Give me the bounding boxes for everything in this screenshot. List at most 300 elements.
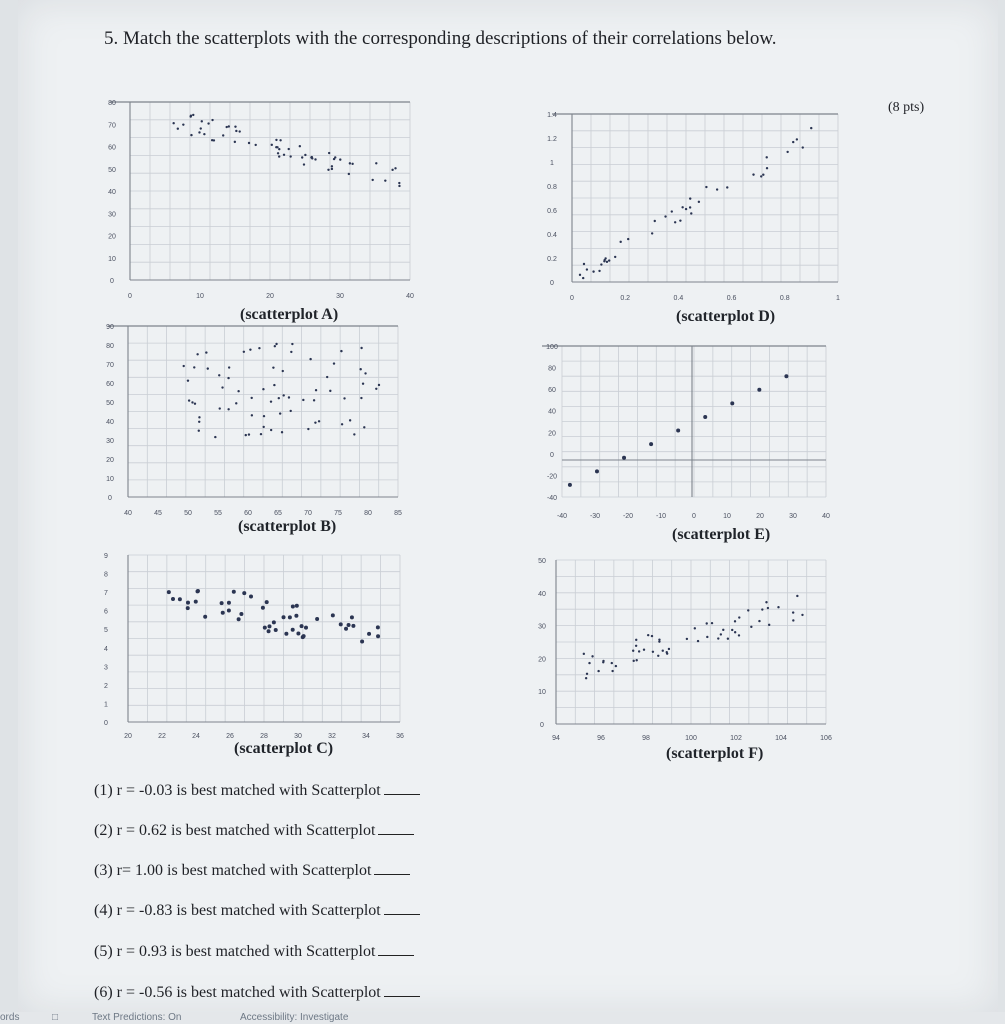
scatterplot-f-point — [720, 633, 722, 635]
scatterplot-a-y-tick-label: 70 — [108, 122, 116, 130]
scatterplot-a-point — [255, 144, 257, 146]
scatterplot-a-point — [384, 179, 386, 181]
scatterplot-a-point — [275, 139, 277, 141]
scatterplot-a-point — [211, 139, 213, 141]
scatterplot-b-point — [188, 399, 190, 401]
scatterplot-a-point — [234, 125, 236, 127]
scatterplot-d-point — [796, 138, 798, 140]
scatterplot-c-x-tick-label: 30 — [294, 733, 302, 740]
scatterplot-b-point — [314, 421, 316, 423]
scatterplot-e-y-tick-label: 20 — [548, 430, 556, 438]
scatterplot-a-point — [234, 141, 236, 143]
scatterplot-d-point — [600, 263, 602, 265]
scatterplot-a-point — [301, 156, 303, 158]
scatterplot-f-point — [717, 637, 719, 639]
scatterplot-b-point — [193, 366, 195, 368]
scatterplot-b-point — [227, 408, 229, 410]
scatterplot-c-x-tick-label: 20 — [124, 733, 132, 740]
accessibility-status[interactable]: Accessibility: Investigate — [240, 1012, 349, 1023]
scatterplot-a-point — [225, 126, 227, 128]
scatterplot-c-point — [301, 635, 305, 639]
scatterplot-b-label: (scatterplot B) — [238, 518, 337, 535]
scatterplot-a-point — [182, 123, 184, 125]
scatterplot-e-y-tick-label: 100 — [546, 344, 558, 351]
scatterplot-b-y-tick-label: 0 — [108, 495, 112, 502]
scatterplot-a-point — [278, 148, 280, 150]
scatterplot-a-point — [299, 145, 301, 147]
scatterplot-f-point — [611, 670, 613, 672]
scatterplot-c-point — [288, 615, 292, 619]
answer-5-blank[interactable] — [378, 943, 414, 956]
scatterplot-b-point — [251, 414, 253, 416]
proofing-icon[interactable]: □ — [52, 1012, 59, 1023]
scatterplot-f-point — [734, 631, 736, 633]
scatterplot-f-point — [694, 627, 696, 629]
scatterplot-a-point — [398, 182, 400, 184]
answer-4-blank[interactable] — [384, 902, 420, 915]
answer-4-text: (4) r = -0.83 is best matched with Scatterplot — [94, 902, 381, 919]
scatterplot-f-point — [734, 620, 736, 622]
scatterplot-f-point — [668, 648, 670, 650]
scatterplot-d-point — [651, 232, 653, 234]
scatterplot-f-point — [652, 651, 654, 653]
scatterplot-b-point — [333, 362, 335, 364]
scatterplot-d-y-tick-label: 0.4 — [547, 232, 557, 239]
scatterplot-b-y-tick-label: 30 — [106, 438, 114, 445]
scatterplot-a-point — [200, 127, 202, 129]
scatterplot-d-y-tick-label: 0.6 — [547, 208, 557, 215]
scatterplot-a-point — [348, 173, 350, 175]
scatterplot-a-point — [201, 120, 203, 122]
scatterplot-e-y-tick-label: -20 — [546, 473, 558, 481]
scatterplot-b-point — [364, 372, 366, 374]
scatterplot-c-point — [242, 591, 246, 595]
scatterplot-b-x-tick-label: 70 — [304, 510, 312, 517]
scatterplot-b-y-tick-label: 50 — [106, 400, 114, 407]
scatterplot-a-point — [238, 130, 240, 132]
scatterplot-b-point — [290, 351, 292, 353]
scatterplot-c-point — [237, 617, 241, 621]
scatterplot-b-point — [272, 366, 274, 368]
scatterplot-f-point — [738, 634, 740, 636]
scatterplot-d-x-tick-label: 0 — [570, 295, 574, 302]
scatterplot-b-y-tick-label: 20 — [106, 457, 114, 464]
scatterplot-d-point — [608, 259, 610, 261]
scatterplot-f-point — [636, 659, 638, 661]
scatterplot-e-label: (scatterplot E) — [672, 526, 771, 543]
scatterplot-c-y-tick-label: 8 — [104, 571, 108, 579]
answer-3 — [94, 862, 410, 880]
scatterplot-c-point — [376, 634, 380, 638]
scatterplot-e-x-tick-label: 10 — [723, 513, 731, 520]
scatterplot-c-point — [360, 639, 364, 643]
scatterplot-a-y-tick-label: 30 — [108, 211, 116, 219]
answer-2 — [94, 822, 414, 840]
scatterplot-b-y-tick-label: 40 — [106, 419, 114, 426]
scatterplot-a-point — [235, 130, 237, 132]
scatterplot-f-x-tick-label: 94 — [552, 735, 560, 742]
answer-4 — [94, 902, 420, 920]
scatterplot-c-point — [263, 626, 267, 630]
scatterplot-b-x-tick-label: 55 — [214, 510, 222, 517]
scatterplot-a-point — [349, 162, 351, 164]
scatterplot-b-point — [191, 401, 193, 403]
scatterplot-d-y-tick-label: 1 — [550, 160, 554, 167]
scatterplot-a-point — [275, 146, 277, 148]
scatterplot-c-point — [294, 614, 298, 618]
scatterplot-a-x-tick-label: 0 — [128, 293, 132, 300]
scatterplot-f-point — [711, 622, 713, 624]
scatterplot-b-point — [263, 415, 265, 417]
scatterplot-f-label: (scatterplot F) — [666, 745, 764, 762]
scatterplot-b-point — [214, 436, 216, 438]
scatterplot-a-point — [279, 139, 281, 141]
scatterplot-f-x-tick-label: 98 — [642, 735, 650, 742]
scatterplot-f-x-tick-label: 96 — [597, 735, 605, 742]
answer-6-blank[interactable] — [384, 984, 420, 997]
scatterplot-c-point — [203, 615, 207, 619]
scatterplot-b-point — [250, 397, 252, 399]
scatterplot-b-point — [196, 353, 198, 355]
answer-2-blank[interactable] — [378, 822, 414, 835]
scatterplot-b-point — [278, 397, 280, 399]
scatterplot-a-point — [228, 125, 230, 127]
scatterplot-e-x-tick-label: -40 — [556, 513, 568, 520]
scatterplot-f-point — [597, 670, 599, 672]
scatterplot-c-x-tick-label: 32 — [328, 733, 336, 740]
answer-6 — [94, 984, 420, 1002]
scatterplot-f-point — [588, 662, 590, 664]
scatterplot-c-point — [167, 590, 171, 594]
scatterplot-f-point — [583, 653, 585, 655]
scatterplot-d-point — [716, 188, 718, 190]
scatterplot-b-point — [249, 348, 251, 350]
scatterplot-b-point — [235, 402, 237, 404]
scatterplot-c-point — [347, 623, 351, 627]
scatterplot-d-point — [671, 210, 673, 212]
scatterplot-f-point — [727, 638, 729, 640]
scatterplot-f — [538, 558, 832, 742]
scatterplot-d-x-tick-label: 0.6 — [726, 295, 737, 302]
scatterplot-b-x-tick-label: 85 — [394, 510, 402, 517]
scatterplot-d-point — [603, 259, 605, 261]
text-predictions[interactable]: Text Predictions: On — [92, 1012, 182, 1023]
scatterplot-b-y-tick-label: 90 — [106, 324, 114, 331]
scatterplot-b-point — [262, 388, 264, 390]
scatterplot-c-point — [186, 601, 190, 605]
scatterplot-d-point — [606, 261, 608, 263]
scatterplot-a-point — [248, 142, 250, 144]
scatterplot-a-point — [277, 152, 279, 154]
scatterplot-c-y-tick-label: 3 — [104, 664, 108, 672]
answer-6-text: (6) r = -0.56 is best matched with Scatterplot — [94, 984, 381, 1001]
scatterplot-d-point — [598, 270, 600, 272]
scatterplot-d-point — [681, 206, 683, 208]
scatterplot-c-y-tick-label: 0 — [104, 720, 108, 727]
answer-1-text: (1) r = -0.03 is best matched with Scatterplot — [94, 782, 381, 799]
scatterplot-b-point — [290, 410, 292, 412]
scatterplot-e-x-tick-label: 20 — [756, 513, 764, 520]
scatterplot-b-x-tick-label: 80 — [364, 510, 372, 517]
scatterplot-a-point — [331, 165, 333, 167]
answer-2-text: (2) r = 0.62 is best matched with Scatterplot — [94, 822, 376, 839]
scatterplot-e-point — [676, 429, 680, 433]
scatterplot-a-x-tick-label: 10 — [196, 293, 204, 300]
scatterplot-f-point — [765, 601, 767, 603]
scatterplot-c-point — [296, 631, 300, 635]
scatterplot-c-point — [284, 632, 288, 636]
scatterplot-c-point — [220, 601, 224, 605]
scatterplot-f-point — [767, 607, 769, 609]
scatterplot-b-x-tick-label: 65 — [274, 510, 282, 517]
scatterplot-d-point — [614, 256, 616, 258]
scatterplot-f-y-tick-label: 50 — [538, 558, 546, 565]
scatterplot-f-point — [801, 614, 803, 616]
scatterplot-c-point — [295, 604, 299, 608]
scatterplot-f-y-tick-label: 20 — [538, 656, 546, 664]
scatterplot-e-point — [703, 415, 707, 419]
scatterplot-c-point — [376, 625, 380, 629]
scatterplot-a-point — [177, 128, 179, 130]
scatterplot-a-point — [271, 144, 273, 146]
scatterplot-b-point — [362, 382, 364, 384]
scatterplot-b-point — [283, 394, 285, 396]
scatterplot-d-point — [726, 186, 728, 188]
answer-3-blank[interactable] — [374, 862, 410, 875]
scatterplot-c-point — [194, 600, 198, 604]
answer-1 — [94, 782, 420, 800]
scatterplot-b-point — [307, 428, 309, 430]
scatterplot-e-point — [784, 374, 788, 378]
scatterplot-d-y-tick-label: 0 — [550, 280, 554, 287]
scatterplot-b-y-tick-label: 80 — [106, 343, 114, 350]
scatterplot-b-point — [270, 400, 272, 402]
scatterplot-b-point — [360, 347, 362, 349]
scatterplot-a-point — [371, 179, 373, 181]
scatterplot-a-point — [398, 185, 400, 187]
scatterplot-e-x-tick-label: 0 — [692, 513, 696, 520]
scatterplot-b-point — [207, 367, 209, 369]
scatterplot-a-point — [203, 133, 205, 135]
scatterplot-c-point — [300, 624, 304, 628]
scatterplot-b-point — [205, 351, 207, 353]
scatterplot-b-x-tick-label: 45 — [154, 510, 162, 517]
scatterplot-b-point — [315, 389, 317, 391]
scatterplot-d-point — [592, 270, 594, 272]
scatterplot-d-point — [802, 146, 804, 148]
scatterplot-b-x-tick-label: 75 — [334, 510, 342, 517]
scatterplot-d-point — [810, 127, 812, 129]
scatterplot-d-point — [685, 208, 687, 210]
scatterplot-f-point — [611, 662, 613, 664]
scatterplot-e-x-tick-label: -10 — [655, 513, 667, 520]
scatterplot-c — [104, 553, 404, 740]
scatterplot-f-point — [738, 616, 740, 618]
scatterplot-c-point — [350, 615, 354, 619]
scatterplot-b-point — [363, 426, 365, 428]
scatterplot-d-y-tick-label: 1.4 — [547, 112, 557, 119]
scatterplot-f-point — [686, 638, 688, 640]
scatterplot-b-point — [198, 416, 200, 418]
scatterplot-c-y-tick-label: 4 — [104, 645, 108, 653]
scatterplot-e-x-tick-label: -20 — [622, 513, 634, 520]
scatterplot-f-point — [632, 650, 634, 652]
scatterplot-c-y-tick-label: 2 — [104, 682, 108, 690]
scatterplot-c-point — [367, 632, 371, 636]
scatterplot-c-y-tick-label: 1 — [104, 701, 108, 709]
scatterplot-a-point — [190, 134, 192, 136]
scatterplot-d-point — [760, 175, 762, 177]
scatterplot-a-point — [328, 152, 330, 154]
scatterplot-b-point — [273, 384, 275, 386]
scatterplot-d-point — [766, 167, 768, 169]
scatterplot-a-x-tick-label: 30 — [336, 293, 344, 300]
scatterplot-a-point — [222, 134, 224, 136]
scatterplot-d-point — [752, 173, 754, 175]
scatterplot-f-point — [602, 660, 604, 662]
scatterplot-a-point — [351, 163, 353, 165]
scatterplot-f-point — [796, 595, 798, 597]
scatterplot-c-label: (scatterplot C) — [234, 740, 334, 757]
scatterplot-b-point — [258, 347, 260, 349]
scatterplot-c-point — [344, 627, 348, 631]
scatterplot-f-point — [662, 649, 664, 651]
scatterplot-b-point — [281, 431, 283, 433]
scatterplot-e-point — [595, 469, 599, 473]
scatterplot-a-point — [334, 156, 336, 158]
scatterplot-d-point — [674, 221, 676, 223]
scatterplot-b-point — [227, 377, 229, 379]
scatterplot-b-point — [187, 379, 189, 381]
answer-5 — [94, 943, 414, 961]
scatterplot-a-point — [314, 158, 316, 160]
scatterplot-c-point — [261, 606, 265, 610]
scatterplot-f-y-tick-label: 10 — [538, 689, 546, 697]
scatterplot-d-point — [582, 277, 584, 279]
scatterplot-a-label: (scatterplot A) — [240, 306, 339, 323]
scatterplot-b-point — [219, 407, 221, 409]
scatterplot-a-point — [207, 122, 209, 124]
scatterplot-b-point — [262, 426, 264, 428]
scatterplot-e-point — [757, 388, 761, 392]
scatterplot-c-point — [339, 622, 343, 626]
scatterplot-e-x-tick-label: -30 — [589, 513, 601, 520]
scatterplot-d-point — [705, 186, 707, 188]
question-title: 5. Match the scatterplots with the corresponding descriptions of their correlations below. — [104, 28, 777, 49]
scatterplot-c-point — [282, 615, 286, 619]
scatterplot-b-point — [282, 370, 284, 372]
scatterplot-d-point — [792, 141, 794, 143]
scatterplot-f-point — [777, 606, 779, 608]
scatterplot-b-point — [275, 343, 277, 345]
points-label: (8 pts) — [888, 100, 925, 115]
scatterplot-d-x-tick-label: 1 — [836, 295, 840, 302]
scatterplot-b-point — [228, 366, 230, 368]
answer-3-text: (3) r= 1.00 is best matched with Scatterplot — [94, 862, 372, 879]
scatterplot-a-point — [311, 156, 313, 158]
scatterplot-c-x-tick-label: 34 — [362, 733, 370, 740]
scatterplot-e-point — [730, 401, 734, 405]
scatterplot-f-point — [758, 620, 760, 622]
scatterplot-d-point — [766, 156, 768, 158]
answer-1-blank[interactable] — [384, 782, 420, 795]
scatterplot-f-point — [615, 665, 617, 667]
scatterplot-e — [542, 344, 830, 520]
scatterplot-b-point — [343, 397, 345, 399]
scatterplot-a-point — [289, 155, 291, 157]
scatterplot-d-point — [664, 215, 666, 217]
scatterplot-c-x-tick-label: 24 — [192, 733, 200, 740]
scatterplot-a — [108, 100, 414, 300]
scatterplot-f-point — [643, 649, 645, 651]
scatterplot-a-y-tick-label: 20 — [108, 233, 116, 241]
scatterplot-d-point — [654, 220, 656, 222]
scatterplot-f-point — [792, 619, 794, 621]
scatterplot-a-x-tick-label: 40 — [406, 293, 414, 300]
scatterplot-b-point — [248, 433, 250, 435]
scatterplot-b-point — [260, 433, 262, 435]
scatterplot-f-point — [647, 634, 649, 636]
scatterplot-c-y-tick-label: 5 — [104, 627, 108, 635]
scatterplot-a-point — [211, 119, 213, 121]
scatterplot-d-point — [786, 151, 788, 153]
scatterplot-d-point — [689, 197, 691, 199]
scatterplot-b-x-tick-label: 60 — [244, 510, 252, 517]
scatterplot-d-point — [679, 219, 681, 221]
scatterplot-b-point — [291, 343, 293, 345]
scatterplot-c-point — [291, 628, 295, 632]
scatterplot-e-y-tick-label: 0 — [550, 451, 554, 459]
scatterplot-b-point — [198, 430, 200, 432]
word-count[interactable]: ords — [0, 1012, 20, 1023]
scatterplot-b-point — [237, 390, 239, 392]
scatterplot-d-point — [690, 212, 692, 214]
scatterplot-c-point — [232, 590, 236, 594]
scatterplot-c-point — [178, 597, 182, 601]
scatterplot-e-x-tick-label: 30 — [789, 513, 797, 520]
scatterplot-b-point — [329, 390, 331, 392]
scatterplot-a-y-tick-label: 80 — [108, 100, 116, 107]
scatterplot-a-y-tick-label: 60 — [108, 144, 116, 152]
scatterplot-c-y-tick-label: 7 — [104, 590, 108, 598]
scatterplot-b-point — [274, 345, 276, 347]
scatterplot-c-point — [331, 613, 335, 617]
scatterplot-d-point — [583, 263, 585, 265]
scatterplot-f-point — [761, 608, 763, 610]
scatterplot-b-point — [302, 399, 304, 401]
scatterplot-c-point — [291, 604, 295, 608]
scatterplot-a-point — [331, 168, 333, 170]
scatterplot-c-point — [315, 617, 319, 621]
scatterplot-b-point — [221, 386, 223, 388]
scatterplot-f-y-tick-label: 0 — [540, 722, 544, 729]
scatterplot-f-point — [706, 622, 708, 624]
scatterplot-c-point — [267, 624, 271, 628]
scatterplot-b-point — [243, 351, 245, 353]
scatterplot-c-x-tick-label: 22 — [158, 733, 166, 740]
scatterplot-a-point — [303, 163, 305, 165]
scatterplot-c-point — [239, 612, 243, 616]
scatterplot-b-y-tick-label: 10 — [106, 476, 114, 483]
scatterplot-a-point — [172, 122, 174, 124]
scatterplot-c-point — [274, 628, 278, 632]
scatterplot-b-point — [183, 365, 185, 367]
scatterplot-b-point — [318, 420, 320, 422]
scatterplot-b-point — [341, 423, 343, 425]
scatterplot-f-point — [750, 626, 752, 628]
scatterplot-f-point — [658, 639, 660, 641]
scatterplot-d-x-tick-label: 0.8 — [779, 295, 790, 302]
